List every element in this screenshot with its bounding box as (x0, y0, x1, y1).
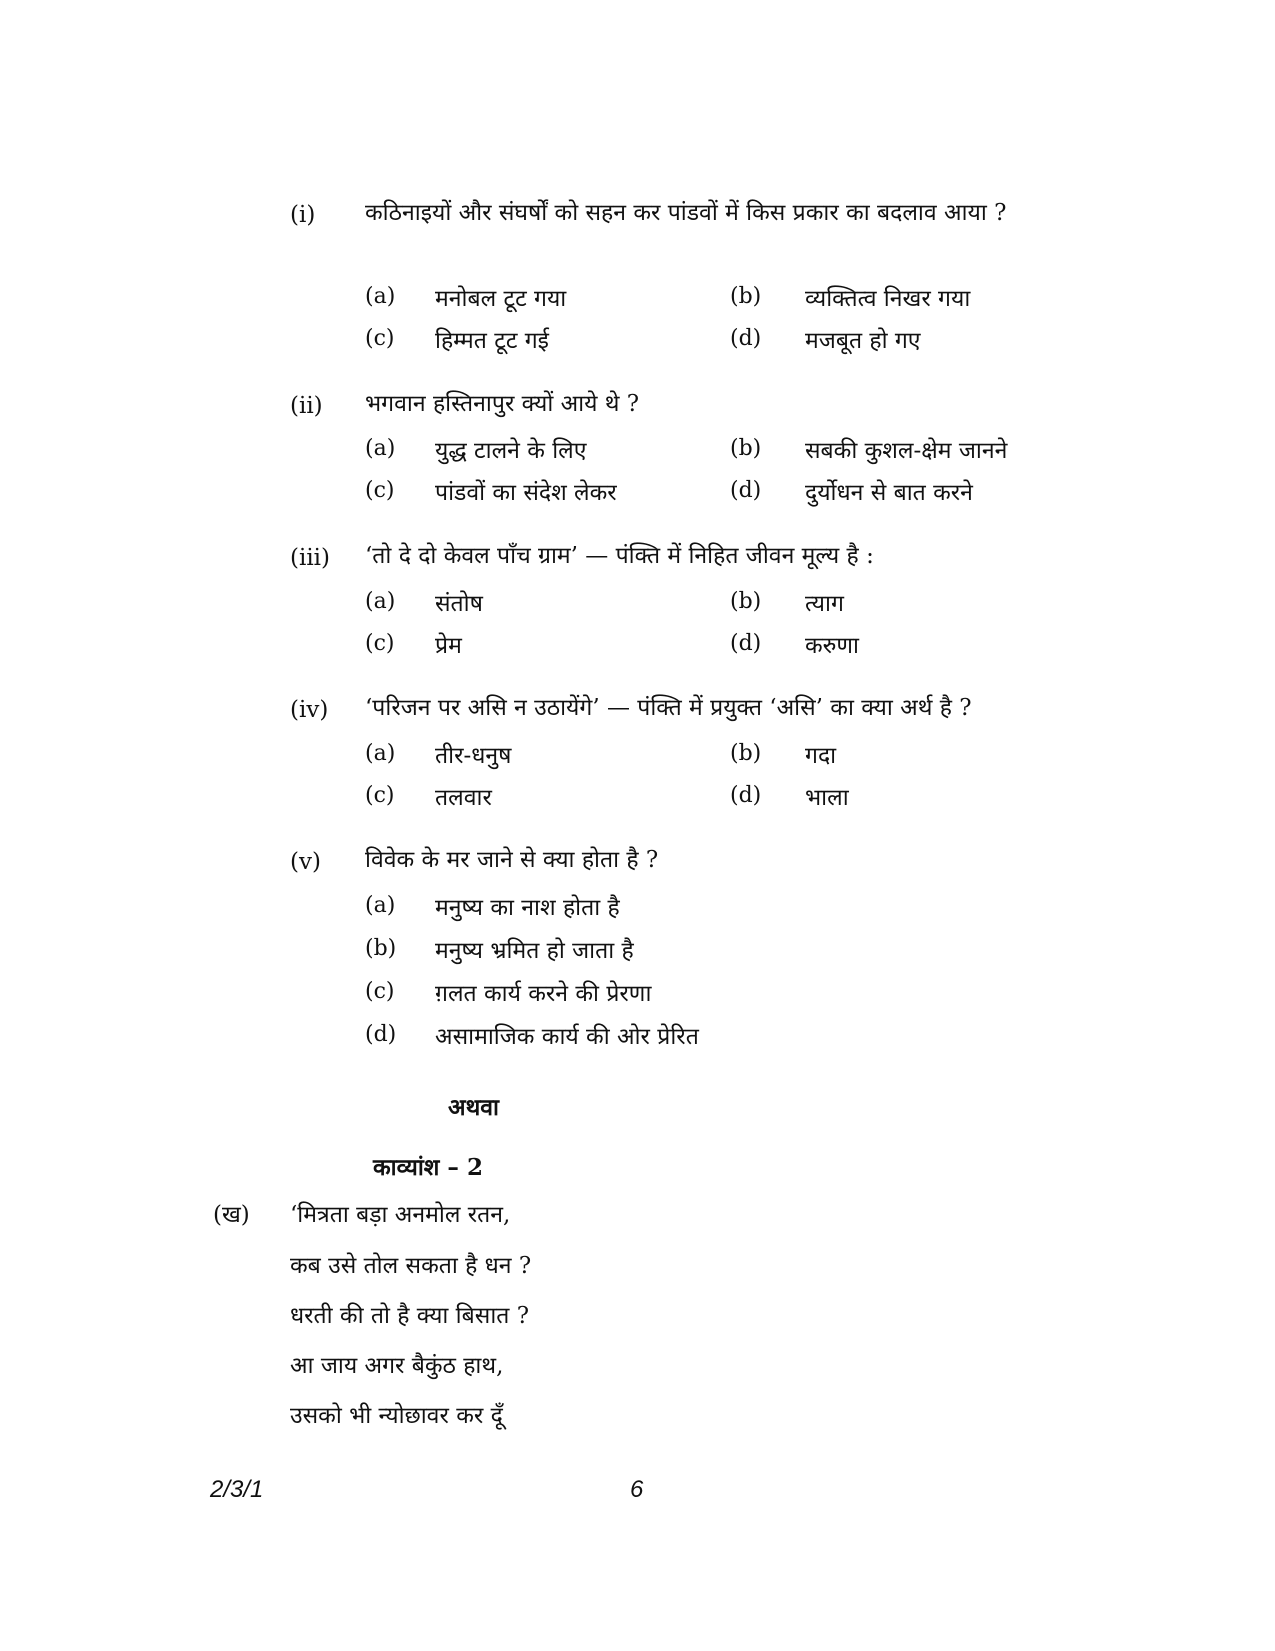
option-text: असामाजिक कार्य की ओर प्रेरित (435, 1024, 699, 1050)
option-text: प्रेम (435, 633, 462, 659)
question-text: भगवान हस्तिनापुर क्यों आये थे ? (365, 391, 640, 417)
poem-label: (ख) (213, 1202, 250, 1228)
question-text: ‘तो दे दो केवल पाँच ग्राम’ — पंक्ति में निहित जीवन मूल्य है : (365, 543, 874, 569)
option-label: (c) (365, 326, 395, 351)
option-label: (d) (730, 631, 762, 656)
option-label: (a) (365, 741, 396, 766)
option-label: (c) (365, 631, 395, 656)
option-label: (c) (365, 783, 395, 808)
paper-code: 2/3/1 (210, 1476, 264, 1503)
option-label: (a) (365, 436, 396, 461)
page-number: 6 (630, 1476, 644, 1503)
question-text: ‘परिजन पर असि न उठायेंगे’ — पंक्ति में प्रयुक्त ‘असि’ का क्या अर्थ है ? (365, 695, 972, 721)
option-label: (b) (730, 741, 762, 766)
option-label: (b) (730, 436, 762, 461)
option-text: तलवार (435, 785, 492, 811)
option-label: (a) (365, 589, 396, 614)
option-label: (c) (365, 478, 395, 503)
option-text: गदा (805, 743, 837, 769)
question-number: (i) (290, 202, 316, 228)
poem-line: कब उसे तोल सकता है धन ? (290, 1253, 532, 1279)
option-label: (b) (730, 284, 762, 309)
option-text: हिम्मत टूट गई (435, 328, 549, 354)
option-text: मजबूत हो गए (805, 328, 921, 354)
option-text: मनुष्य भ्रमित हो जाता है (435, 938, 634, 964)
option-label: (a) (365, 284, 396, 309)
section-heading: काव्यांश – 2 (373, 1154, 483, 1181)
poem-line: आ जाय अगर बैकुंठ हाथ, (290, 1353, 504, 1379)
option-label: (d) (730, 478, 762, 503)
or-heading: अथवा (448, 1094, 500, 1121)
option-text: ग़लत कार्य करने की प्रेरणा (435, 981, 652, 1007)
option-text: करुणा (805, 633, 860, 659)
option-text: संतोष (435, 591, 483, 617)
question-text: विवेक के मर जाने से क्या होता है ? (365, 847, 659, 873)
option-label: (d) (730, 326, 762, 351)
option-label: (b) (365, 936, 397, 961)
option-text: तीर-धनुष (435, 743, 512, 769)
option-text: मनुष्य का नाश होता है (435, 895, 620, 921)
poem-line: धरती की तो है क्या बिसात ? (290, 1303, 530, 1329)
option-label: (c) (365, 979, 395, 1004)
question-text: कठिनाइयों और संघर्षों को सहन कर पांडवों में किस प्रकार का बदलाव आया ? (365, 200, 1007, 226)
option-text: व्यक्तित्व निखर गया (805, 286, 971, 312)
option-label: (d) (365, 1022, 397, 1047)
option-label: (d) (730, 783, 762, 808)
option-label: (b) (730, 589, 762, 614)
question-number: (ii) (290, 393, 323, 419)
option-text: भाला (805, 785, 849, 811)
option-text: युद्ध टालने के लिए (435, 438, 587, 464)
option-text: दुर्योधन से बात करने (805, 480, 973, 506)
question-number: (iii) (290, 545, 331, 571)
poem-line: उसको भी न्योछावर कर दूँ (290, 1403, 503, 1429)
option-text: मनोबल टूट गया (435, 286, 567, 312)
option-text: सबकी कुशल-क्षेम जानने (805, 438, 1008, 464)
question-number: (iv) (290, 697, 329, 723)
option-text: पांडवों का संदेश लेकर (435, 480, 617, 506)
option-text: त्याग (805, 591, 844, 617)
option-label: (a) (365, 893, 396, 918)
question-number: (v) (290, 849, 321, 875)
poem-line: ‘मित्रता बड़ा अनमोल रतन, (290, 1202, 511, 1228)
